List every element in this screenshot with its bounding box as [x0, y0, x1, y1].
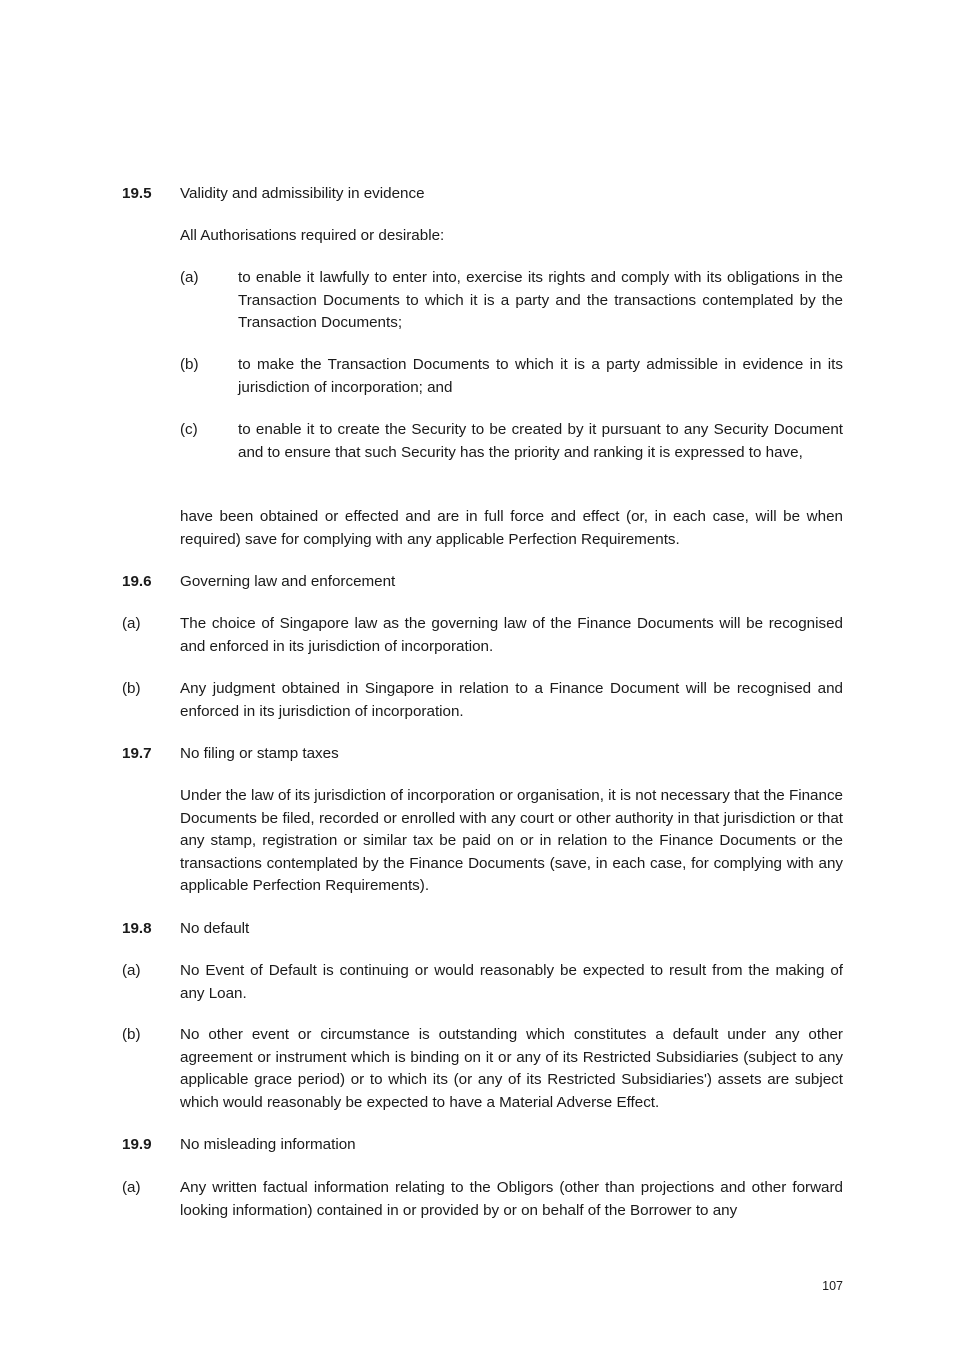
item-text: Any judgment obtained in Singapore in relation to a Finance Document will be recognised and enforced in its jurisdiction of incorporation.	[180, 680, 843, 720]
section-heading: No misleading information	[180, 1136, 356, 1153]
section-number: 19.6	[122, 573, 152, 590]
item-text: No other event or circumstance is outstanding which constitutes a default under any other agreement or instrument which is binding on it or any of its Restricted Subsidiaries (subject to any applicable grace period) or to which its (or any of its Restricted Subsidiaries') assets are subject which would reasonably be expected to have a Material Adverse Effect.	[180, 1026, 843, 1111]
item-label: (a)	[122, 962, 141, 979]
section-number: 19.7	[122, 745, 152, 762]
item-label: (b)	[122, 1026, 141, 1043]
item-label: (a)	[180, 269, 199, 286]
paragraph: All Authorisations required or desirable:	[180, 227, 445, 244]
item-label: (a)	[122, 1179, 141, 1196]
item-text: to enable it lawfully to enter into, exercise its rights and comply with its obligations in the Transaction Documents to which it is a party and the transactions contemplated by the Transaction Documents;	[238, 269, 843, 331]
section-number: 19.8	[122, 920, 152, 937]
section-heading: No default	[180, 920, 250, 937]
paragraph: Under the law of its jurisdiction of incorporation or organisation, it is not necessary that the Finance Documents be filed, recorded or enrolled with any court or other authority in that jurisdiction or that any stamp, registration or similar tax be paid on or in relation to the Finance Documents or the transactions contemplated by the Finance Documents (save, in each case, for complying with any applicable Perfection Requirements).	[180, 787, 843, 894]
paragraph: have been obtained or effected and are in full force and effect (or, in each case, will be when required) save for complying with any applicable Perfection Requirements.	[180, 508, 843, 548]
item-text: Any written factual information relating to the Obligors (other than projections and other forward looking information) contained in or provided by or on behalf of the Borrower to any	[180, 1179, 843, 1219]
item-text: to make the Transaction Documents to which it is a party admissible in evidence in its jurisdiction of incorporation; and	[238, 356, 843, 396]
section-number: 19.9	[122, 1136, 152, 1153]
item-label: (a)	[122, 615, 141, 632]
section-heading: Validity and admissibility in evidence	[180, 185, 425, 202]
page-number: 107	[822, 1279, 843, 1293]
section-heading: No filing or stamp taxes	[180, 745, 339, 762]
item-label: (b)	[180, 356, 199, 373]
item-label: (c)	[180, 421, 198, 438]
item-text: to enable it to create the Security to be created by it pursuant to any Security Document and to ensure that such Security has the priority and ranking it is expressed to have,	[238, 421, 843, 461]
section-number: 19.5	[122, 185, 152, 202]
item-label: (b)	[122, 680, 141, 697]
item-text: The choice of Singapore law as the governing law of the Finance Documents will be recognised and enforced in its jurisdiction of incorporation.	[180, 615, 843, 655]
item-text: No Event of Default is continuing or would reasonably be expected to result from the making of any Loan.	[180, 962, 843, 1002]
section-heading: Governing law and enforcement	[180, 573, 396, 590]
